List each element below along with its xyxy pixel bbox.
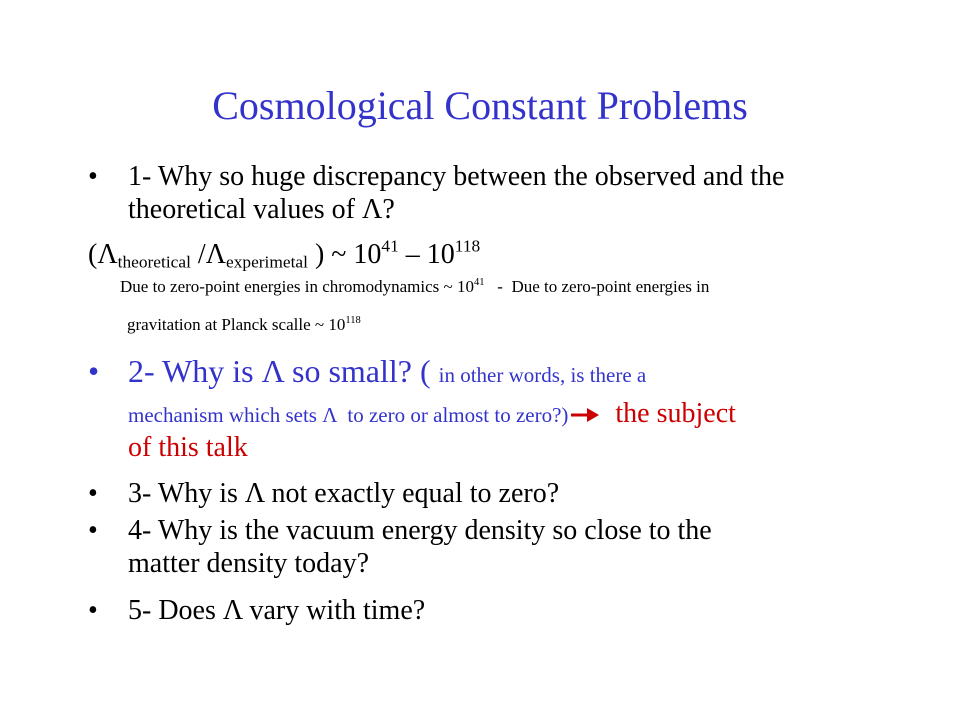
bullet-2-line-1: 2- Why is Λ so small? ( in other words, is there a [128, 353, 647, 389]
bullet-4-line-2: matter density today? [128, 548, 370, 579]
bullet-4-line-1: 4- Why is the vacuum energy density so close to the [128, 515, 712, 546]
bullet-1-line-2: theoretical values of Λ? [128, 194, 395, 225]
bullet-marker: • [88, 595, 98, 626]
slide-title: Cosmological Constant Problems [212, 83, 748, 128]
bullet-1-line-1: 1- Why so huge discrepancy between the observed and the [128, 161, 785, 192]
lambda-ratio-line: ($\Lambda_{theoretical}$ $/\Lambda_{experimetal}$ ) ~ $10^{41} - 10^{118}$ [88, 236, 481, 272]
bullet-marker: • [88, 353, 100, 389]
bullet-marker: • [88, 161, 98, 192]
bullet-2-line-3: of this talk [128, 432, 248, 463]
bullet-marker: • [88, 515, 98, 546]
bullet-3: 3- Why is Λ not exactly equal to zero? [128, 478, 560, 509]
bullet-marker: • [88, 478, 98, 509]
bullet-5: 5- Does Λ vary with time? [128, 595, 426, 626]
bullet-2-line-2: mechanism which sets Λ to zero or almost to zero?) the subject [128, 397, 736, 434]
note-line-2: gravitation at Planck scalle ~ $10^{118}$ [127, 315, 361, 334]
note-line-1: Due to zero-point energies in chromodynamics ~ $10^{41}$ - Due to zero-point energies in [120, 277, 710, 296]
right-arrow-icon [570, 400, 600, 434]
